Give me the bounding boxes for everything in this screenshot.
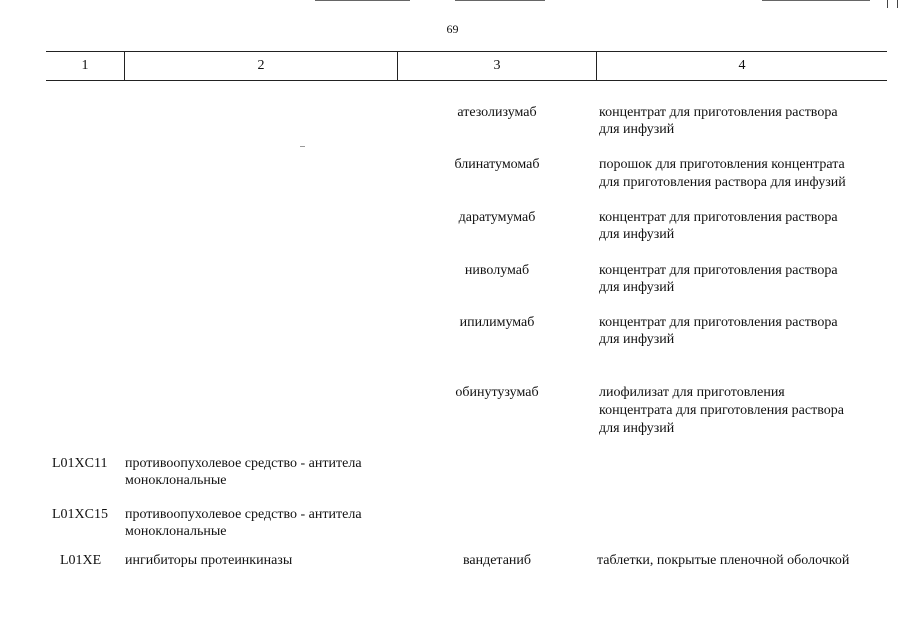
group-name-line: ингибиторы протеинкиназы	[125, 553, 293, 568]
dosage-form-line: концентрата для приготовления раствора	[599, 403, 844, 418]
group-name-line: противоопухолевое средство - антитела	[125, 507, 362, 522]
column-header-3: 3	[493, 58, 501, 73]
column-header-2: 2	[257, 58, 265, 73]
dosage-form-line: для инфузий	[599, 122, 675, 137]
drug-name: даратумумаб	[458, 210, 536, 225]
drug-name: блинатумомаб	[454, 157, 540, 172]
dosage-form-line: для приготовления раствора для инфузий	[599, 175, 846, 190]
atc-code: L01XC11	[52, 456, 108, 471]
dosage-form-line: для инфузий	[599, 421, 675, 436]
dosage-form-line: для инфузий	[599, 227, 675, 242]
scan-artifact	[887, 0, 888, 8]
drug-name: обинутузумаб	[455, 385, 539, 400]
atc-code: L01XE	[60, 553, 102, 568]
dosage-form-line: порошок для приготовления концентрата	[599, 157, 845, 172]
atc-code: L01XC15	[52, 507, 108, 522]
dosage-form-line: лиофилизат для приготовления	[599, 385, 785, 400]
dosage-form-line: концентрат для приготовления раствора	[599, 105, 838, 120]
dosage-form-line: концентрат для приготовления раствора	[599, 315, 838, 330]
drug-name: вандетаниб	[462, 553, 532, 568]
page-number: 69	[446, 22, 459, 36]
drug-name: ипилимумаб	[459, 315, 535, 330]
dosage-form-line: таблетки, покрытые пленочной оболочкой	[597, 553, 850, 568]
dosage-form-line: для инфузий	[599, 280, 675, 295]
group-name-line: моноклональные	[125, 524, 227, 539]
scan-artifact	[455, 0, 545, 1]
drug-name: ниволумаб	[464, 263, 530, 278]
scan-artifact	[762, 0, 870, 1]
group-name-line: противоопухолевое средство - антитела	[125, 456, 362, 471]
table-header	[46, 51, 887, 81]
drug-name: атезолизумаб	[457, 105, 537, 120]
column-header-4: 4	[738, 58, 746, 73]
dosage-form-line: концентрат для приготовления раствора	[599, 210, 838, 225]
scan-artifact	[897, 0, 898, 8]
scan-artifact	[300, 146, 305, 147]
dosage-form-line: концентрат для приготовления раствора	[599, 263, 838, 278]
scan-artifact	[315, 0, 410, 1]
dosage-form-line: для инфузий	[599, 332, 675, 347]
column-header-1: 1	[81, 58, 89, 73]
group-name-line: моноклональные	[125, 473, 227, 488]
